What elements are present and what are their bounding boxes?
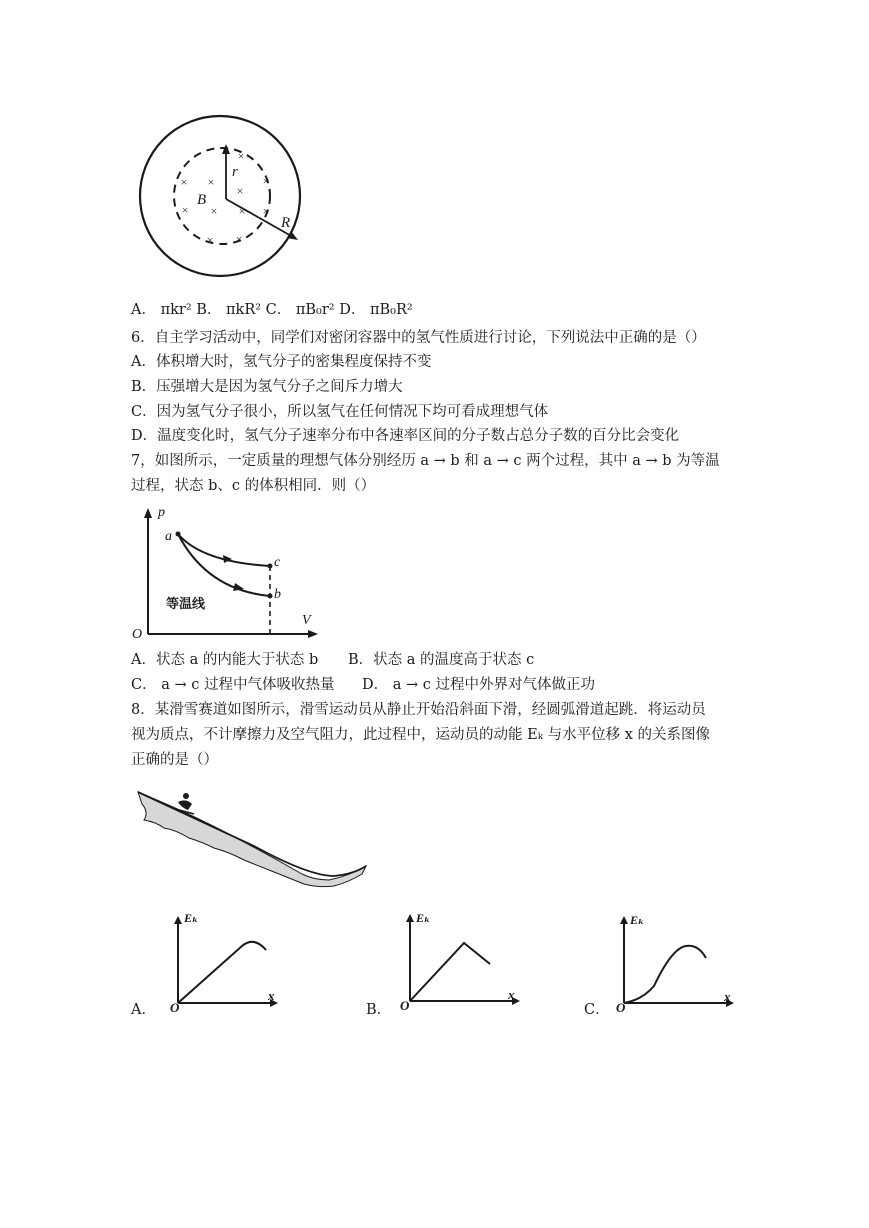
point-a: a xyxy=(165,529,172,544)
graph-a-option: A． xyxy=(131,1002,156,1018)
axis-p: p xyxy=(158,505,165,520)
point-c: c xyxy=(274,555,281,570)
label-B: B xyxy=(197,192,207,208)
q8-stem-line1: 8．某滑雪赛道如图所示，滑雪运动员从静止开始沿斜面下滑，经圆弧滑道起跳．将运动员 xyxy=(131,702,706,718)
svg-text:×: × xyxy=(181,203,189,217)
pv-diagram xyxy=(132,500,322,645)
axis-V: V xyxy=(302,613,311,628)
origin-O: O xyxy=(132,627,143,642)
graph-c-origin: O xyxy=(616,1000,626,1012)
graph-b-xlabel: x xyxy=(508,987,515,1002)
q7-stem-line2: 过程，状态 b、c 的体积相同．则（） xyxy=(131,478,376,494)
q7-option-b: B．状态 a 的温度高于状态 c xyxy=(348,652,535,668)
graph-b-origin: O xyxy=(400,998,410,1012)
isotherm-label: 等温线 xyxy=(166,596,206,611)
ski-track-figure xyxy=(134,786,374,896)
q7-option-c: C． a → c 过程中气体吸收热量 xyxy=(131,677,335,693)
graph-c xyxy=(614,908,740,1012)
q8-stem-line3: 正确的是（） xyxy=(131,752,218,768)
graph-c-xlabel: x xyxy=(724,989,731,1004)
q7-stem-line1: 7，如图所示，一定质量的理想气体分别经历 a → b 和 a → c 两个过程，其中 a → b 为等温 xyxy=(131,453,720,469)
svg-text:×: × xyxy=(180,175,188,189)
q7-option-d: D． a → c 过程中外界对气体做正功 xyxy=(362,677,595,693)
q5-options: A． πkr² B． πkR² C． πB₀r² D． πB₀R² xyxy=(131,302,413,318)
graph-c-option: C． xyxy=(584,1002,610,1018)
graph-b-option: B． xyxy=(366,1002,392,1018)
graph-a-origin: O xyxy=(170,1000,180,1012)
q8-stem-line2: 视为质点，不计摩擦力及空气阻力，此过程中，运动员的动能 Eₖ 与水平位移 x 的关系图像 xyxy=(131,727,710,743)
graph-a-ylabel: Eₖ xyxy=(184,911,199,925)
graph-a xyxy=(168,908,280,1012)
svg-text:×: × xyxy=(238,204,246,218)
point-b: b xyxy=(274,587,281,602)
label-r: r xyxy=(232,164,238,180)
q6-stem: 6．自主学习活动中，同学们对密闭容器中的氢气性质进行讨论，下列说法中正确的是（） xyxy=(131,330,706,346)
q6-option-c: C．因为氢气分子很小，所以氢气在任何情况下均可看成理想气体 xyxy=(131,404,549,420)
svg-text:×: × xyxy=(262,174,270,188)
svg-text:×: × xyxy=(206,233,214,247)
graph-a-xlabel: x xyxy=(268,988,275,1003)
q7-option-a: A．状态 a 的内能大于状态 b xyxy=(131,652,319,668)
label-R: R xyxy=(281,215,291,231)
svg-text:×: × xyxy=(210,204,218,218)
svg-text:×: × xyxy=(207,175,215,189)
svg-text:×: × xyxy=(235,232,243,246)
svg-text:×: × xyxy=(262,204,270,218)
q6-option-b: B．压强增大是因为氢气分子之间斥力增大 xyxy=(131,379,403,395)
graph-b xyxy=(400,908,524,1012)
q6-option-a: A．体积增大时，氢气分子的密集程度保持不变 xyxy=(131,354,432,370)
q6-option-d: D．温度变化时，氢气分子速率分布中各速率区间的分子数占总分子数的百分比会变化 xyxy=(131,428,680,444)
graph-b-ylabel: Eₖ xyxy=(416,911,431,925)
svg-text:×: × xyxy=(237,149,245,163)
svg-text:×: × xyxy=(236,184,244,198)
graph-c-ylabel: Eₖ xyxy=(630,913,645,927)
magnetic-field-figure xyxy=(136,104,306,286)
